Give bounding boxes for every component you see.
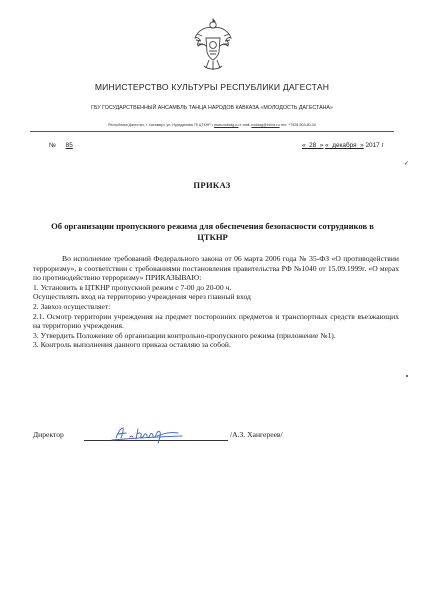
order-item-1-detail: Осуществлять вход на территорию учреждения через главный вход	[33, 292, 251, 302]
order-intro: Во исполнение требований Федерального закона от 06 марта 2006 года № 35-ФЗ «О противодействии терроризму», в соответствии с требованиями постановления правительства РФ №1040 от 15.09.1999г. «О мерах по противодействию терроризму» ПРИКАЗЫВАЮ:	[33, 254, 399, 283]
check-mark-icon: ✓	[404, 161, 410, 167]
phone-number: тел: +7928-503-80-30	[280, 123, 316, 127]
ministry-name: МИНИСТЕРСТВО КУЛЬТУРЫ РЕСПУБЛИКИ ДАГЕСТАН	[94, 82, 330, 92]
order-date-year: 2017 г	[365, 142, 384, 149]
letterhead-divider	[30, 131, 394, 132]
address-line: Республика Дагестан, г. Хасавюрт, ул. Нурадилова 75 ЦТКНР • www.moldag.ru e-mail: moldag@inbox.ru тел: +7928-503-80-30	[108, 123, 316, 127]
order-body	[33, 254, 399, 350]
organization-name: ГБУ ГОСУДАРСТВЕННЫЙ АНСАМБЛЬ ТАНЦА НАРОДОВ КАВКАЗА «МОЛОДОСТЬ ДАГЕСТАНА»	[91, 105, 333, 111]
order-number	[49, 142, 73, 149]
signatory-name: /А.З. Хангереев/	[230, 430, 283, 439]
email-label: e-mail:	[239, 123, 251, 127]
order-item-3: 3. Утвердить Положение об организации контрольно-пропускного режима (приложение №1).	[33, 330, 336, 340]
order-item-2: 2. Завхоз осуществляет:	[33, 301, 111, 311]
margin-dot	[406, 375, 408, 377]
order-number-label: №	[49, 142, 56, 149]
order-number-value: 85	[65, 142, 73, 149]
email-link[interactable]: moldag@inbox.ru	[251, 123, 280, 127]
order-title: ПРИКАЗ	[193, 180, 231, 190]
order-date-day: «_28_»	[302, 142, 324, 149]
order-subject: Об организации пропускного режима для обеспечения безопасности сотрудников в ЦТКНР	[51, 221, 374, 242]
order-item-2-1: 2.1. Осмотр территории учреждения на предмет посторонних предметов и транспортных средств въезжающих на территорию учреждения.	[33, 311, 399, 331]
signatory-position: Директор	[33, 430, 64, 439]
order-item-1: 1. Установить в ЦТКНР пропускной режим с 7-00 до 20-00 ч.	[33, 282, 232, 292]
order-date-month: «_декабря_»	[325, 142, 364, 149]
order-date	[302, 142, 384, 149]
order-item-3-control: 3. Контроль выполнения данного приказа оставляю за собой.	[33, 340, 231, 350]
handwritten-signature	[108, 422, 186, 444]
website-link[interactable]: www.moldag.ru	[213, 123, 239, 127]
postal-address: Республика Дагестан, г. Хасавюрт, ул. Нурадилова 75 ЦТКНР	[108, 123, 211, 127]
coat-of-arms-icon	[192, 16, 234, 74]
